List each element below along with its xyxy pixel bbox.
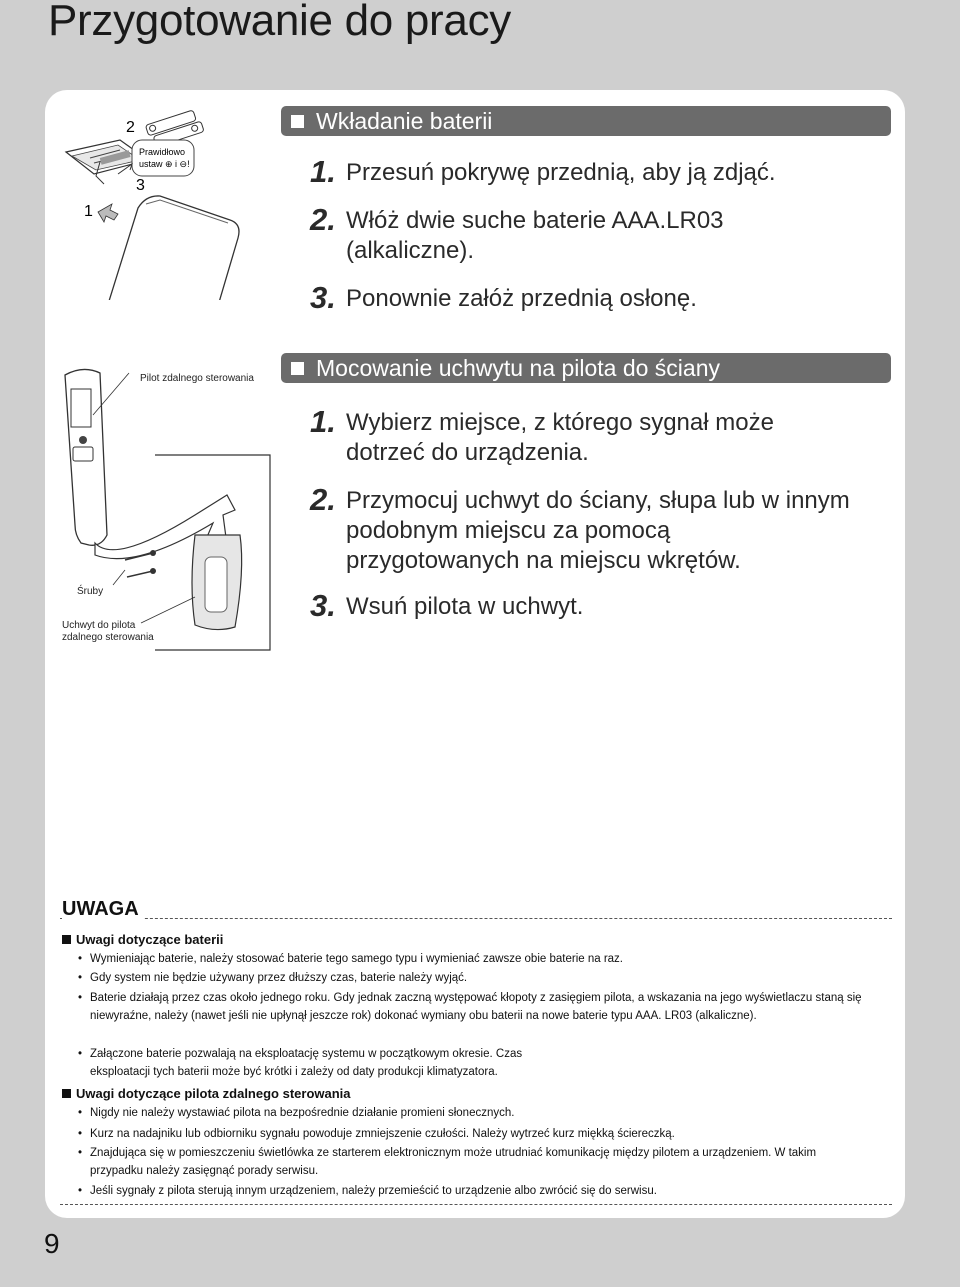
remote-note-item: • Nigdy nie należy wystawiać pilota na bezpośrednie działanie promieni słonecznych. [78, 1104, 878, 1122]
screws-label: Śruby [77, 586, 104, 597]
step-text: Ponownie załóż przednią osłonę. [346, 285, 697, 312]
battery-insertion-illustration [60, 100, 270, 300]
holder-step-3 [310, 588, 870, 623]
notes-top-rule [60, 918, 892, 919]
section-header-battery [281, 106, 891, 136]
step-text: Wsuń pilota w uchwyt. [346, 593, 584, 620]
figure-number-3: 3 [136, 177, 145, 194]
remote-note-item: • Znajdująca się w pomieszczeniu świetlówka ze starterem elektronicznym może utrudniać komunikację między pilotem a urządzeniem. W takim przypadku należy zasięgnąć porady serwisu. [78, 1144, 868, 1180]
holder-label-line2: zdalnego sterowania [62, 632, 154, 643]
step-text: Przymocuj uchwyt do ściany, słupa lub w innym podobnym miejscu za pomocą przygotowanych na miejscu wkrętów. [346, 487, 850, 574]
remote-note-item: • Kurz na nadajniku lub odbiorniku sygnału powoduje zmniejszenie czułości. Należy wytrzeć kurz miękką ściereczką. [78, 1125, 878, 1143]
remote-notes-heading-text: Uwagi dotyczące pilota zdalnego sterowania [76, 1086, 351, 1101]
square-bullet-icon [291, 115, 304, 128]
wall-holder-illustration [55, 365, 277, 655]
note-text: Wymieniając baterie, należy stosować baterie tego samego typu i wymieniać zawsze obie baterie na raz. [90, 953, 623, 965]
holder-label-line1: Uchwyt do pilota [62, 620, 136, 631]
battery-step-1 [310, 154, 870, 189]
step-text: Włóż dwie suche baterie AAA.LR03 (alkaliczne). [346, 207, 724, 264]
callout-line2: ustaw ⊕ i ⊖! [139, 159, 190, 169]
note-text: Jeśli sygnały z pilota sterują innym urządzeniem, należy przemieścić to urządzenie albo zwrócić się do serwisu. [90, 1185, 657, 1197]
note-text: Kurz na nadajniku lub odbiorniku sygnału powoduje zmniejszenie czułości. Należy wytrzeć kurz miękką ściereczką. [90, 1128, 675, 1140]
battery-step-2 [310, 202, 780, 266]
remote-label: Pilot zdalnego sterowania [140, 373, 254, 384]
note-text: Gdy system nie będzie używany przez dłuższy czas, baterie należy wyjąć. [90, 972, 468, 984]
notes-bottom-rule [60, 1204, 892, 1205]
page-title: Przygotowanie do pracy [48, 0, 511, 45]
callout-line1: Prawidłowo [139, 147, 186, 157]
step-number: 2. [310, 482, 336, 517]
step-number: 2. [310, 202, 336, 237]
battery-notes-heading [62, 932, 223, 947]
section-header-holder [281, 353, 891, 383]
section-title: Wkładanie baterii [316, 108, 493, 134]
remote-note-item: • Jeśli sygnały z pilota sterują innym urządzeniem, należy przemieścić to urządzenie albo zwrócić się do serwisu. [78, 1182, 878, 1200]
notes-title: UWAGA [62, 898, 143, 921]
square-bullet-icon [62, 1089, 71, 1098]
square-bullet-icon [291, 362, 304, 375]
battery-note-item: • Gdy system nie będzie używany przez dłuższy czas, baterie należy wyjąć. [78, 969, 878, 987]
section-title: Mocowanie uchwytu na pilota do ściany [316, 355, 721, 381]
battery-note-item: • Wymieniając baterie, należy stosować baterie tego samego typu i wymieniać zawsze obie baterie na raz. [78, 950, 878, 968]
step-number: 1. [310, 154, 336, 189]
battery-note-item: • Załączone baterie pozwalają na eksploatację systemu w początkowym okresie. Czas eksploatacji tych baterii może być krótki i zależy od daty produkcji klimatyzatora. [78, 1045, 548, 1081]
holder-step-2 [310, 482, 850, 576]
square-bullet-icon [62, 935, 71, 944]
remote-notes-heading [62, 1086, 351, 1101]
step-number: 1. [310, 404, 336, 439]
holder-step-1 [310, 404, 850, 468]
page-number: 9 [44, 1228, 60, 1259]
figure-number-2: 2 [126, 119, 135, 136]
note-text: Nigdy nie należy wystawiać pilota na bezpośrednie działanie promieni słonecznych. [90, 1107, 515, 1119]
battery-step-3 [310, 280, 870, 315]
note-text: Baterie działają przez czas około jednego roku. Gdy jednak zaczną występować kłopoty z zasięgiem pilota, a wskazania na jego wyświetlaczu staną się niewyraźne, należy (nawet jeśli nie upłynął jeszcze rok) dokonać wymiany obu baterii na nowe baterie typu AAA. LR03 (alkaliczne). [90, 992, 862, 1022]
step-text: Przesuń pokrywę przednią, aby ją zdjąć. [346, 159, 776, 186]
battery-notes-heading-text: Uwagi dotyczące baterii [76, 932, 224, 947]
step-text: Wybierz miejsce, z którego sygnał może dotrzeć do urządzenia. [346, 409, 774, 466]
note-text: Załączone baterie pozwalają na eksploatację systemu w początkowym okresie. Czas eksploatacji tych baterii może być krótki i zależy od daty produkcji klimatyzatora. [90, 1048, 523, 1078]
step-number: 3. [310, 280, 336, 315]
battery-note-item: • Baterie działają przez czas około jednego roku. Gdy jednak zaczną występować kłopoty z zasięgiem pilota, a wskazania na jego wyświetlaczu staną się niewyraźne, należy (nawet jeśli nie upłynął jeszcze rok) dokonać wymiany obu baterii na nowe baterie typu AAA. LR03 (alkaliczne). [78, 989, 868, 1025]
step-number: 3. [310, 588, 336, 623]
figure-number-1: 1 [84, 203, 93, 220]
note-text: Znajdująca się w pomieszczeniu świetlówka ze starterem elektronicznym może utrudniać komunikację między pilotem a urządzeniem. W takim przypadku należy zasięgnąć porady serwisu. [90, 1147, 817, 1177]
